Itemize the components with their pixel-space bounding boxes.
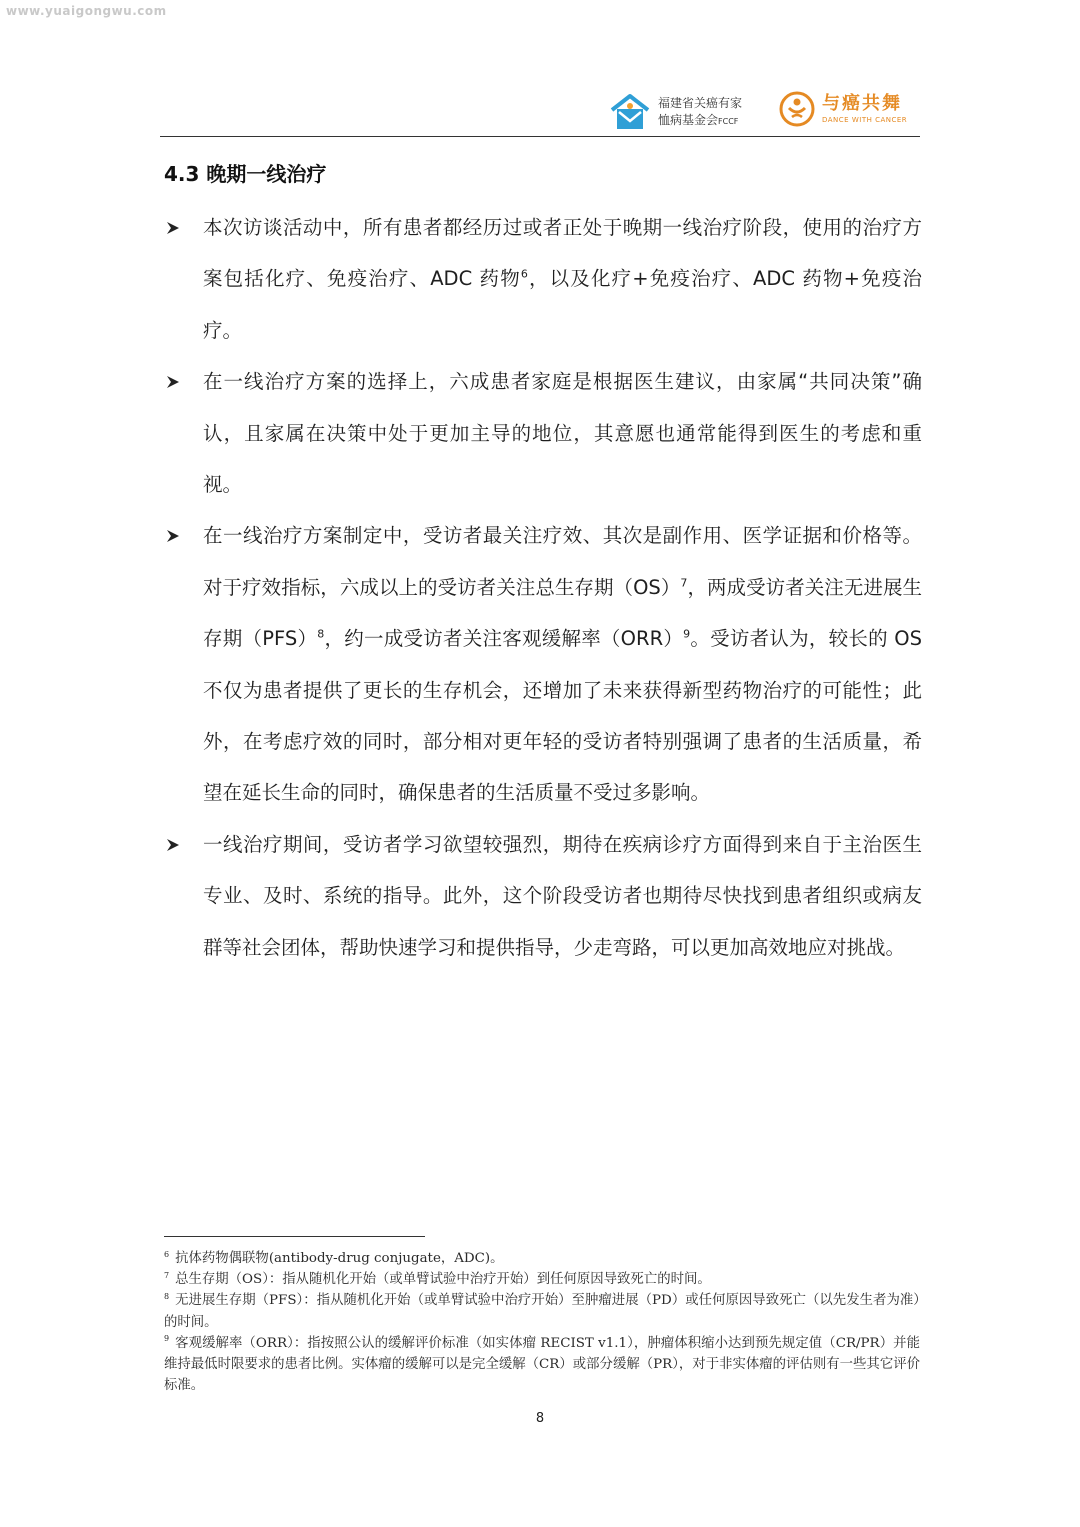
house-envelope-icon (608, 92, 652, 132)
fccf-logo-line1: 福建省关癌有家 (658, 95, 743, 110)
dance-with-cancer-logo (778, 90, 907, 128)
logo2-chinese-name: 与癌共舞 (822, 93, 902, 114)
bullet-item (162, 819, 922, 973)
fccf-logo-line2: 恤病基金会 (658, 112, 719, 127)
fccf-logo-abbr: FCCF (718, 116, 739, 126)
bullet-text: 。受访者认为，较长的 OS 不仅为患者提供了更长的生存机会，还增加了未来获得新型药物治疗的可能性；此外，在考虑疗效的同时，部分相对更年轻的受访者特别强调了患者的生活质量，希望在延长生命的同时，确保患者的生活质量不受过多影响。 (203, 627, 922, 805)
footnote-text: 客观缓解率（ORR）：指按照公认的缓解评价标准（如实体瘤 RECIST v1.1），肿瘤体积缩小达到预先规定值（CR/PR）并能维持最低时限要求的患者比例。实体瘤的缓解可以是完全缓解（CR）或部分缓解（PR），对于非实体瘤的评估则有一些其它评价标准。 (164, 1335, 920, 1394)
footnote (164, 1248, 920, 1269)
footnote-text: 总生存期（OS）：指从随机化开始（或单臂试验中治疗开始）到任何原因导致死亡的时间。 (175, 1272, 711, 1288)
bullet-text: 在一线治疗方案制定中，受访者最关注疗效、其次是副作用、医学证据和价格等。对于疗效指标，六成以上的受访者关注总生存期（OS） (203, 524, 922, 599)
bullet-item (162, 356, 922, 510)
footnote-ref: 6 (520, 267, 528, 281)
bullet-text: ，以及化疗+免疫治疗、ADC 药物+免疫治疗。 (203, 267, 922, 342)
footnote-text: 无进展生存期（PFS）：指从随机化开始（或单臂试验中治疗开始）至肿瘤进展（PD）或任何原因导致死亡（以先发生者为准）的时间。 (164, 1293, 920, 1330)
watermark: www.yuaigongwu.com (6, 4, 167, 18)
footnote-number: 8 (164, 1291, 170, 1301)
bullet-text: 一线治疗期间，受访者学习欲望较强烈，期待在疾病诊疗方面得到来自于主治医生专业、及时、系统的指导。此外，这个阶段受访者也期待尽快找到患者组织或病友群等社会团体，帮助快速学习和提供指导，少走弯路，可以更加高效地应对挑战。 (203, 832, 922, 959)
footnote (164, 1333, 920, 1397)
bullet-text: 在一线治疗方案的选择上，六成患者家庭是根据医生建议，由家属“共同决策”确认，且家属在决策中处于更加主导的地位，其意愿也通常能得到医生的考虑和重视。 (203, 370, 922, 497)
bullet-text: ，两成受访者关注无进展生存期（PFS） (203, 575, 922, 651)
logo2-english-name: DANCE WITH CANCER (822, 116, 908, 124)
footnote (164, 1269, 920, 1290)
footnote-divider (164, 1236, 425, 1237)
bullet-text: 本次访谈活动中，所有患者都经历过或者正处于晚期一线治疗阶段，使用的治疗方案包括化疗、免疫治疗、ADC 药物 (203, 216, 922, 291)
footnote-ref: 8 (317, 627, 325, 641)
footnote-number: 9 (164, 1334, 170, 1344)
bullet-list (162, 202, 922, 973)
page-header (160, 88, 920, 136)
header-divider (160, 136, 920, 137)
footnote-number: 7 (164, 1270, 170, 1280)
section-title: 4.3 晚期一线治疗 (164, 162, 327, 186)
bullet-text: ，约一成受访者关注客观缓解率（ORR） (324, 627, 684, 651)
bullet-item (162, 510, 922, 818)
dancer-circle-icon (778, 90, 816, 128)
footnote-number: 6 (164, 1249, 170, 1259)
page-number: 8 (535, 1411, 545, 1426)
footnote (164, 1290, 920, 1332)
footnote-ref: 7 (680, 576, 688, 590)
bullet-item (162, 202, 922, 356)
footnote-ref: 9 (683, 627, 691, 641)
footnote-text: 抗体药物偶联物(antibody-drug conjugate，ADC)。 (175, 1251, 504, 1266)
footnotes (164, 1248, 920, 1396)
fccf-logo (608, 92, 742, 132)
